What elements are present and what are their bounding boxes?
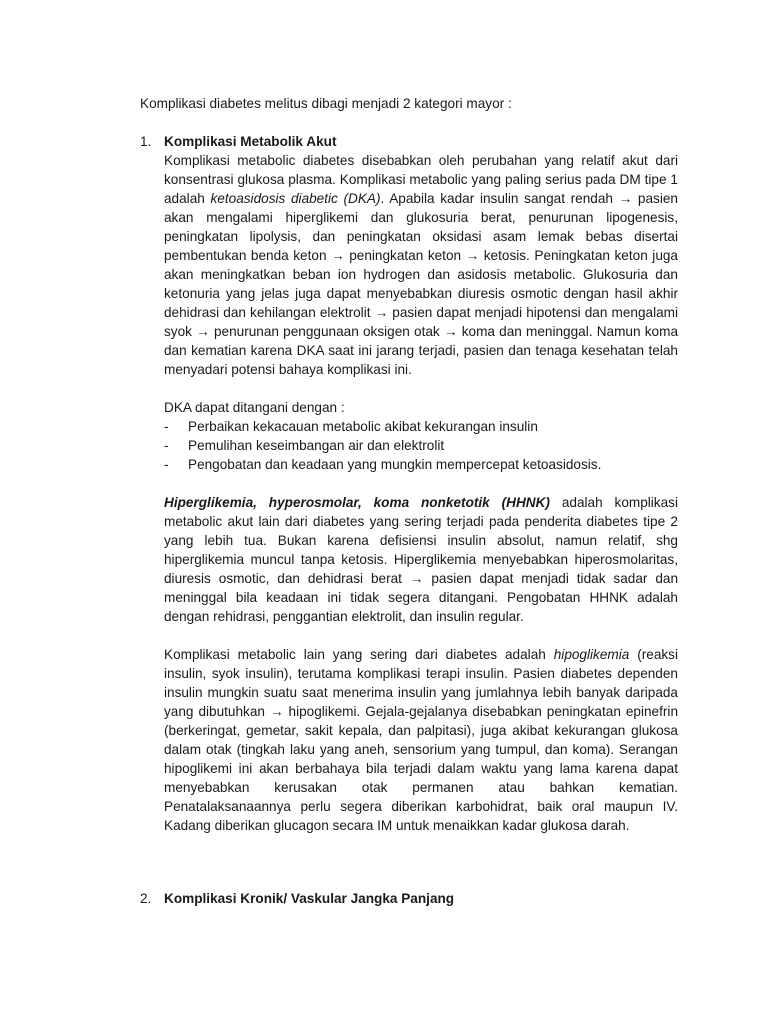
- dka-term: ketoasidosis diabetic (DKA): [210, 191, 381, 206]
- list-item-text: Pengobatan dan keadaan yang mungkin mempercepat ketoasidosis.: [188, 457, 602, 472]
- section-1-body: [164, 151, 678, 835]
- list-item: [164, 455, 678, 474]
- dka-treatment-intro: DKA dapat ditangani dengan :: [164, 400, 345, 415]
- list-dash: -: [164, 419, 169, 434]
- list-item: [164, 417, 678, 436]
- hypoglycemia-term: hipoglikemia: [553, 647, 630, 662]
- list-dash: -: [164, 438, 169, 453]
- dka-paragraph: [164, 151, 678, 379]
- hhnk-term: Hiperglikemia, hyperosmolar, koma nonketotik (HHNK): [164, 495, 550, 510]
- list-item-text: Pemulihan keseimbangan air dan elektrolit: [188, 438, 445, 453]
- dka-paragraph-text-b: . Apabila kadar insulin sangat rendah → pasien akan mengalami hiperglikemi dan glukosuria berat, penurunan lipogenesis, peningkatan lipolysis, dan peningkatan oksidasi asam lemak bebas disertai pembentukan benda keton → peningkatan keton → ketosis. Peningkatan keton juga akan meningkatkan beban ion hydrogen dan asidosis metabolic. Glukosuria dan ketonuria yang jelas juga dapat menyebabkan diuresis osmotic dengan hasil akhir dehidrasi dan kehilangan elektrolit → pasien dapat menjadi hipotensi dan mengalami syok → penurunan penggunaan oksigen otak → koma dan meninggal. Namun koma dan kematian karena DKA saat ini jarang terjadi, pasien dan tenaga kesehatan telah menyadari potensi bahaya komplikasi ini.: [164, 191, 678, 377]
- hypoglycemia-paragraph-text-b: (reaksi insulin, syok insulin), terutama komplikasi terapi insulin. Pasien diabetes dependen insulin mungkin suatu saat menerima insulin yang jumlahnya lebih banyak daripada yang dibutuhkan → hipoglikemi. Gejala-gejalanya disebabkan peningkatan epinefrin (berkeringat, gemetar, sakit kepala, dan palpitasi), juga akibat kekurangan glukosa dalam otak (tingkah laku yang aneh, sensorium yang tumpul, dan koma). Serangan hipoglikemi ini akan berbahaya bila terjadi dalam waktu yang lama karena dapat menyebabkan kerusakan otak permanen atau bahkan kematian. Penatalaksanaannya perlu segera diberikan karbohidrat, baik oral maupun IV. Kadang diberikan glucagon secara IM untuk menaikkan kadar glukosa darah.: [164, 647, 678, 833]
- section-1-number: 1.: [140, 134, 152, 149]
- dka-paragraph-text-a: Komplikasi metabolic diabetes disebabkan oleh perubahan yang relatif akut dari konsentrasi glukosa plasma. Komplikasi metabolic yang paling serius pada DM tipe 1 adalah: [164, 153, 678, 206]
- section-2-heading: [140, 889, 680, 908]
- dka-treatment-list: [164, 417, 678, 474]
- hypoglycemia-paragraph: [164, 645, 678, 835]
- section-2: [140, 889, 680, 908]
- hhnk-paragraph: [164, 493, 678, 626]
- intro-line: Komplikasi diabetes melitus dibagi menjadi 2 kategori mayor :: [140, 96, 512, 111]
- section-2-title: Komplikasi Kronik/ Vaskular Jangka Panjang: [164, 891, 455, 906]
- list-dash: -: [164, 457, 169, 472]
- section-1-title: Komplikasi Metabolik Akut: [164, 134, 337, 149]
- hypoglycemia-paragraph-text-a: Komplikasi metabolic lain yang sering dari diabetes adalah: [164, 647, 554, 662]
- section-1: [140, 132, 680, 835]
- list-item-text: Perbaikan kekacauan metabolic akibat kekurangan insulin: [188, 419, 538, 434]
- hhnk-paragraph-text: adalah komplikasi metabolic akut lain dari diabetes yang sering terjadi pada penderita diabetes tipe 2 yang lebih tua. Bukan karena defisiensi insulin absolut, namun relatif, shg hiperglikemia muncul tanpa ketosis. Hiperglikemia menyebabkan hiperosmolaritas, diuresis osmotic, dan dehidrasi berat → pasien dapat menjadi tidak sadar dan meninggal bila keadaan ini tidak segera ditangani. Pengobatan HHNK adalah dengan rehidrasi, penggantian elektrolit, dan insulin regular.: [164, 495, 678, 624]
- section-2-number: 2.: [140, 891, 152, 906]
- list-item: [164, 436, 678, 455]
- section-1-heading: [140, 132, 680, 151]
